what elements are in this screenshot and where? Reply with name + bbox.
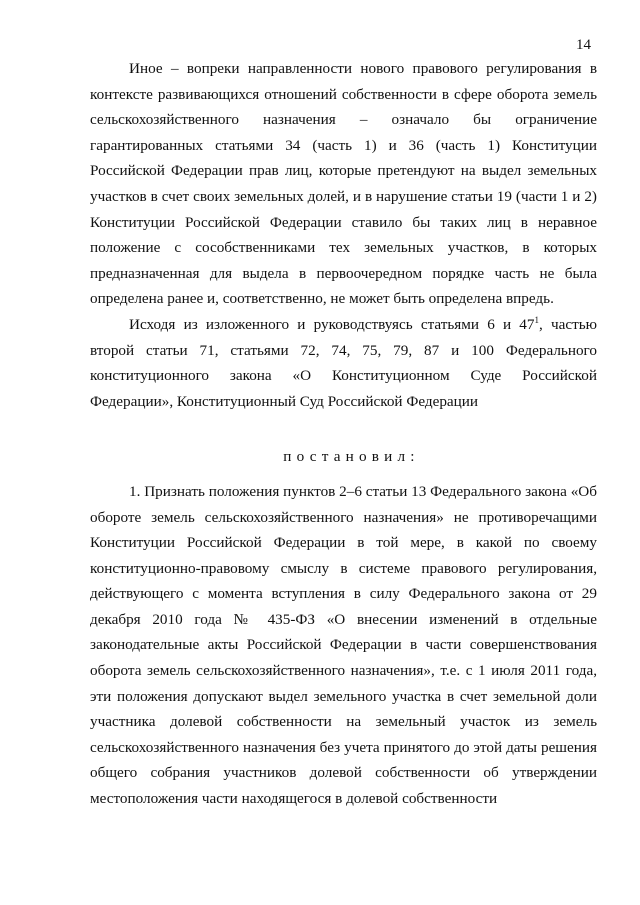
paragraph-reasoning: Иное – вопреки направленности нового правового регулирования в контексте развивающихся отношений собственности в сфере оборота земель сельскохозяйственного назначения – означало бы ограничение гарантированных статьями 34 (часть 1) и 36 (часть 1) Конституции Российской Федерации прав лиц, которые претендуют на выдел земельных участков в счет своих земельных долей, и в нарушение статьи 19 (части 1 и 2) Конституции Российской Федерации ставило бы таких лиц в неравное положение с сособственниками тех земельных участков, в которых предназначенная для выдела в первоочередном порядке часть не была определена ранее и, соответственно, не может быть определена впредь. [90,60,597,308]
resolution-heading: постановил: [283,448,420,466]
paragraph-resolution-item-1: 1. Признать положения пунктов 2–6 статьи 13 Федерального закона «Об обороте земель сельскохозяйственного назначения» не противоречащими Конституции Российской Федерации в той мере, в какой по своему конституционно-правовому смыслу в системе правового регулирования, действующего с момента вступления в силу Федерального закона от 29 декабря 2010 года № 435-ФЗ «О внесении изменений в отдельные законодательные акты Российской Федерации в части совершенствования оборота земель сельскохозяйственного назначения», т.е. с 1 июля 2011 года, эти положения допускают выдел земельного участка в счет земельной доли участника долевой собственности на земельный участок из земель сельскохозяйственного назначения без учета принятого до этой даты решения общего собрания участников долевой собственности об утверждении местоположения части находящегося в долевой собственности [90,482,597,808]
legal-basis-text-end: , частью второй статьи 71, статьями 72, 74, 75, 79, 87 и 100 Федерального конституционного закона «О Конституционном Суде Российской Федерации», Конституционный Суд Российской Федерации [90,315,597,410]
paragraph-legal-basis [90,312,597,414]
legal-basis-text-start: Исходя из изложенного и руководствуясь статьями 6 и 47 [129,315,535,333]
document-body [90,56,597,812]
page-number: 14 [576,37,591,53]
article-superscript: 1 [534,314,539,325]
